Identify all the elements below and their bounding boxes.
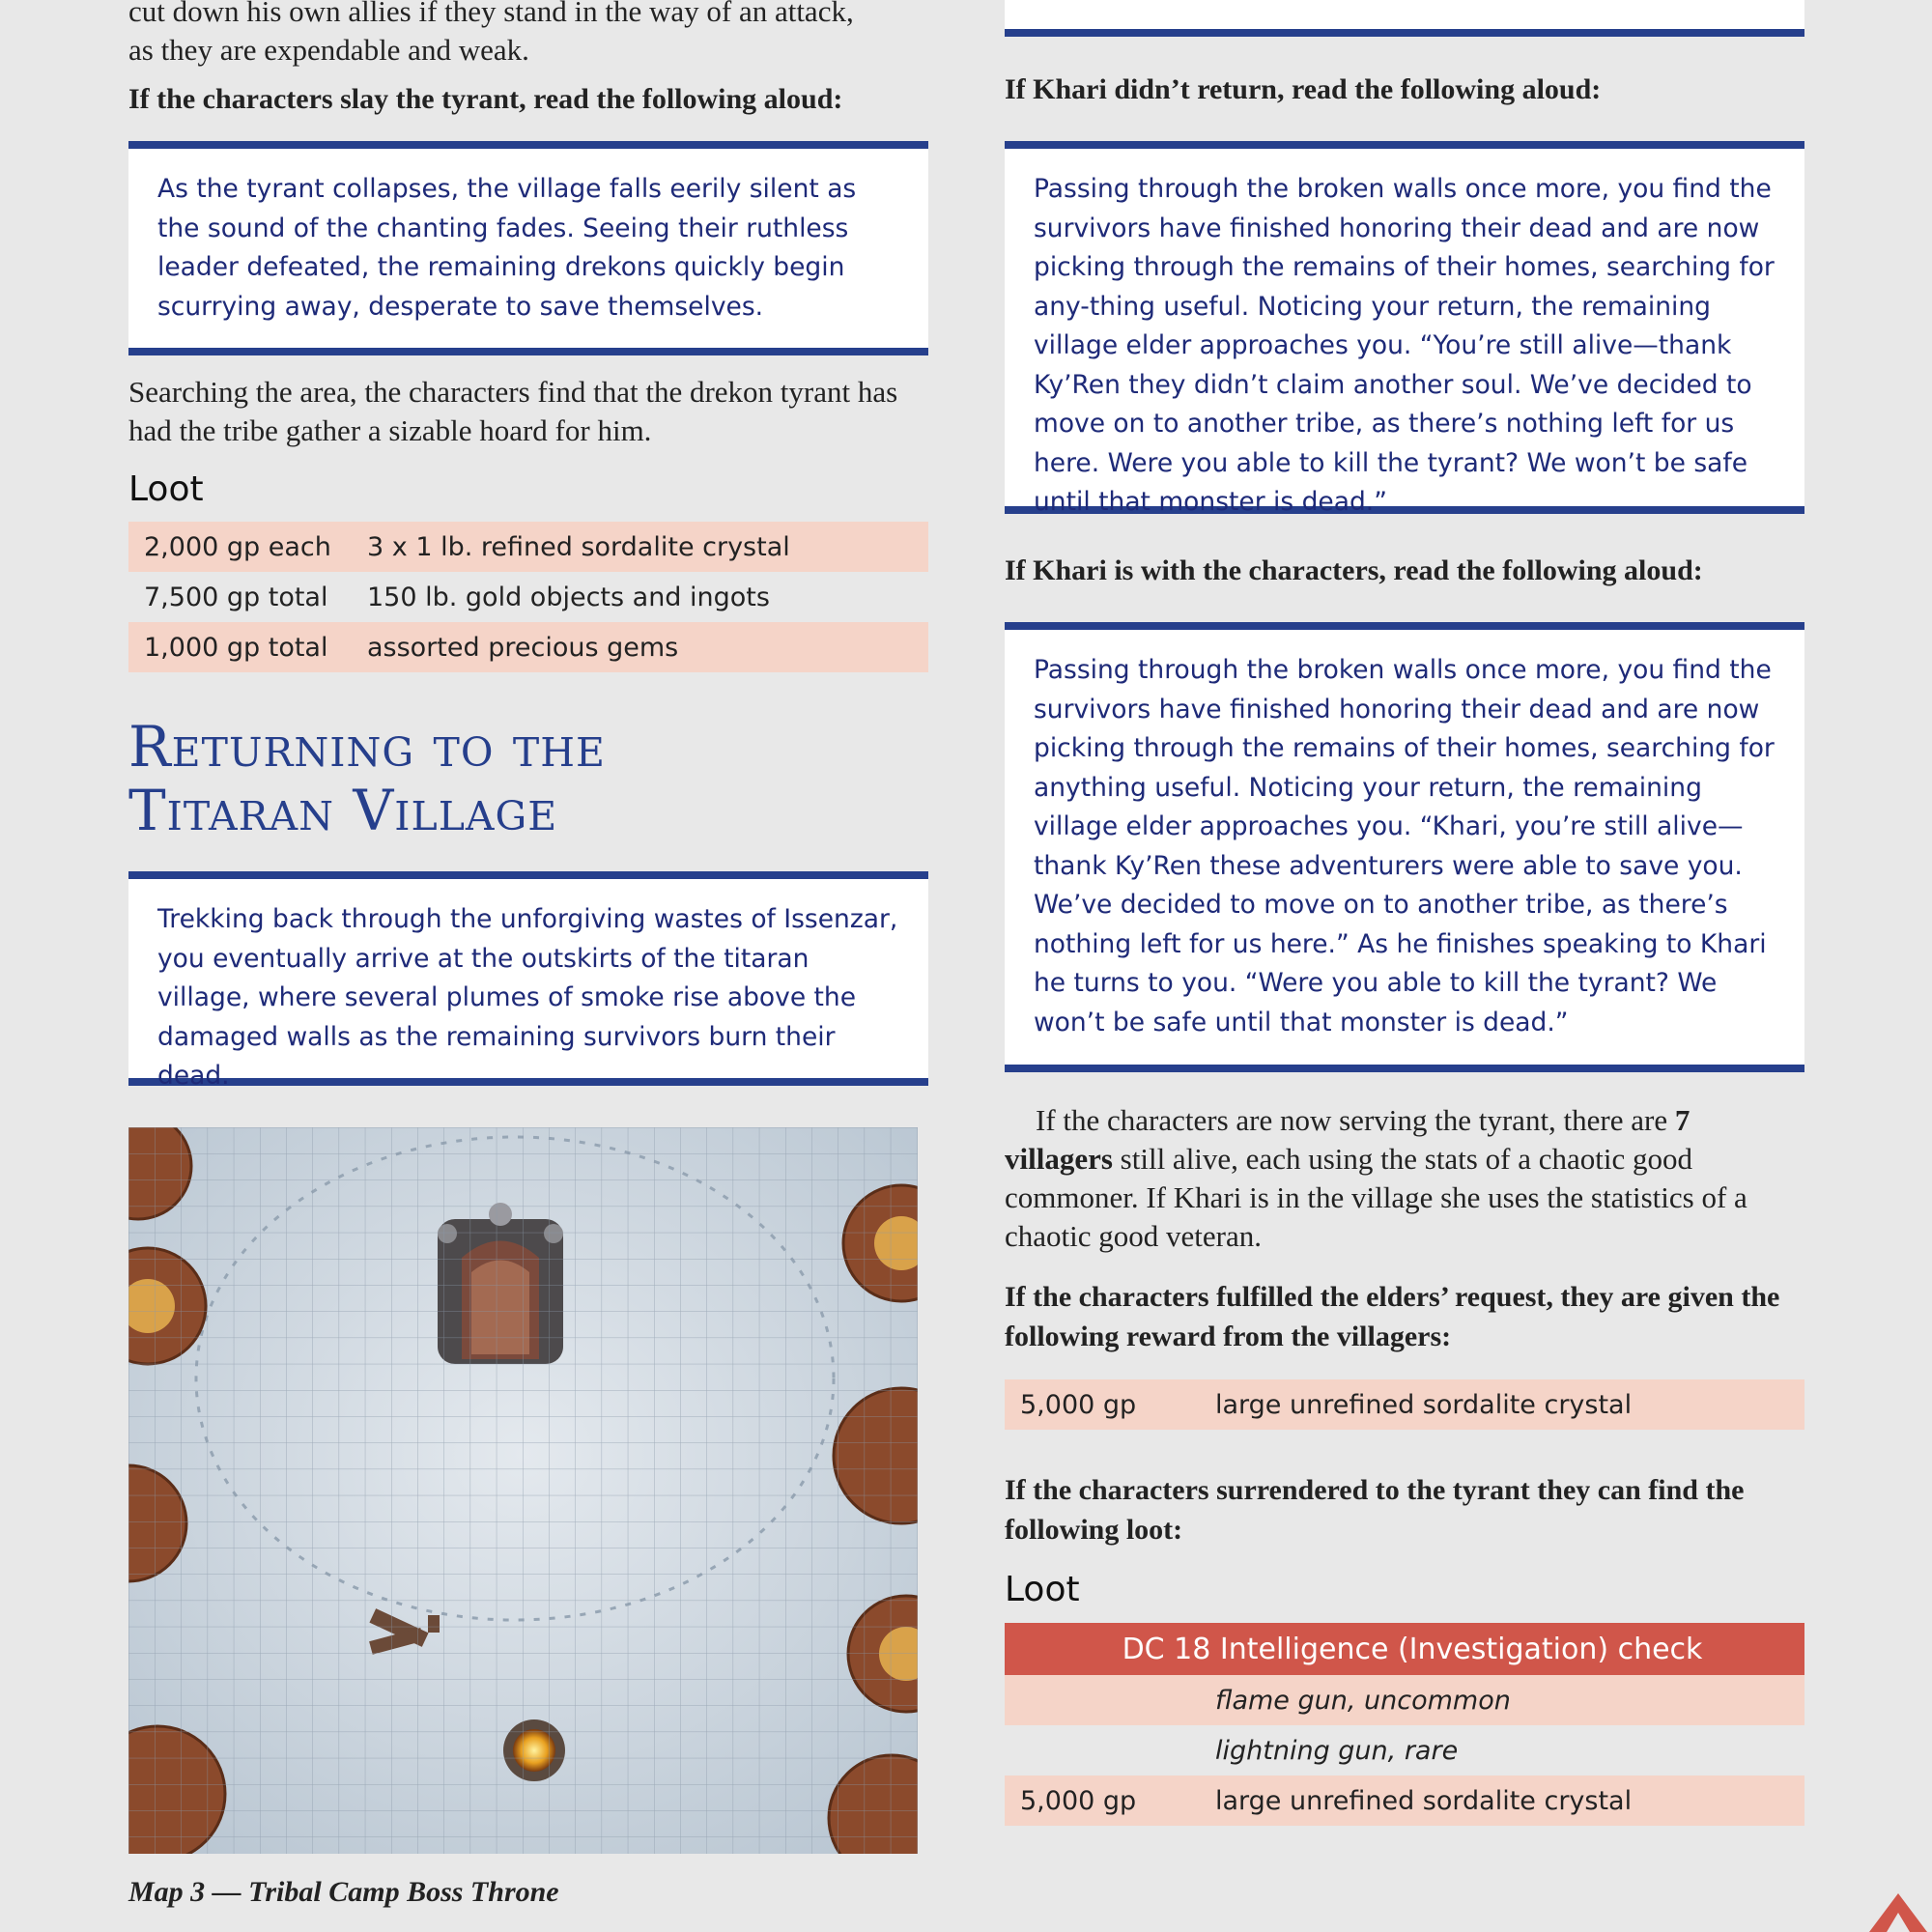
no-khari-lead: If Khari didn’t return, read the following aloud: — [1005, 73, 1602, 105]
slay-readaloud-box — [128, 141, 928, 355]
check-header-row — [1005, 1623, 1804, 1675]
with-khari-box-text: Passing through the broken walls once more, you find the survivors have finished honoring their dead and are now picking through the remains of their homes, searching for anything useful. Noticing your return, the remaining village elder approaches you. “Khari, you’re still alive—thank Ky’Ren these adventurers were able to save you. We’ve decided to move on to another tribe, as there’s nothing left for us here.” As he finishes speaking to Khari he turns to you. “Were you able to kill the tyrant? We won’t be safe until that monster is dead.” — [1034, 655, 1775, 1037]
loot-item: assorted precious gems — [352, 622, 928, 672]
return-readaloud-box — [128, 871, 928, 1091]
intro-line-1: cut down his own allies if they stand in the way of an attack, — [128, 0, 854, 28]
no-khari-readaloud-box — [1005, 141, 1804, 517]
with-khari-lead: If Khari is with the characters, read the following aloud: — [1005, 554, 1703, 586]
corner-ornament-icon — [1860, 1889, 1932, 1932]
reward-item: large unrefined sordalite crystal — [1200, 1379, 1804, 1430]
reward-value: 5,000 gp — [1005, 1379, 1200, 1430]
check-value: 5,000 gp — [1005, 1776, 1200, 1826]
section-heading — [128, 715, 606, 842]
loot-item: 3 x 1 lb. refined sordalite crystal — [352, 522, 928, 572]
loot-table — [128, 522, 928, 672]
loot-item: 150 lb. gold objects and ingots — [367, 582, 770, 612]
reward-lead: If the characters fulfilled the elders’ request, they are given the following reward from the villagers: — [1005, 1281, 1780, 1352]
loot-title: Loot — [128, 469, 204, 509]
map-caption: Map 3 — Tribal Camp Boss Throne — [128, 1876, 559, 1908]
check-loot-table — [1005, 1623, 1804, 1826]
slay-box-text: As the tyrant collapses, the village falls eerily silent as the sound of the chanting fades. Seeing their ruthless leader defeated, the remaining drekons quickly begin scurrying away, desperate to save themselves. — [157, 174, 857, 322]
no-khari-box-text: Passing through the broken walls once more, you find the survivors have finished honoring their dead and are now picking through the remains of their homes, searching for any-thing useful. Noticing your return, the remaining village elder approaches you. “You’re still alive—thank Ky’Ren they didn’t claim another soul. We’ve decided to move on to another tribe, as there’s nothing left for us here. Were you able to kill the tyrant? We won’t be safe until that monster is dead.” — [1034, 174, 1775, 517]
serving-text-pre: If the characters are now serving the tyrant, there are — [1036, 1103, 1675, 1137]
check-label: DC 18 Intelligence (Investigation) check — [1005, 1623, 1804, 1675]
table-row — [128, 622, 928, 672]
slay-lead: If the characters slay the tyrant, read the following aloud: — [128, 83, 843, 115]
check-value — [1005, 1725, 1200, 1776]
table-row — [128, 572, 928, 622]
loot-value: 7,500 gp total — [144, 582, 328, 612]
reward-table — [1005, 1379, 1804, 1430]
with-khari-readaloud-box — [1005, 622, 1804, 1072]
serving-text-post: still alive, each using the stats of a chaotic good commoner. If Khari is in the village she uses the statistics of a chaotic good veteran. — [1005, 1142, 1747, 1253]
check-item: lightning gun, rare — [1215, 1735, 1459, 1766]
check-item: large unrefined sordalite crystal — [1200, 1776, 1804, 1826]
battle-map — [128, 1127, 918, 1854]
return-box-text: Trekking back through the unforgiving wastes of Issenzar, you eventually arrive at the outskirts of the titaran village, where several plumes of smoke rise above the damaged walls as the remaining survivors burn their dead. — [157, 904, 898, 1091]
check-value — [1005, 1675, 1200, 1725]
loot-title-2: Loot — [1005, 1570, 1080, 1609]
heading-line-2: Titaran Village — [128, 778, 558, 843]
check-item: flame gun, uncommon — [1200, 1675, 1804, 1725]
top-box-remnant — [1005, 0, 1804, 37]
villager-count: 7 villagers — [1005, 1103, 1690, 1176]
map-illustration — [128, 1127, 918, 1854]
surrender-lead: If the characters surrendered to the tyrant they can find the following loot: — [1005, 1474, 1745, 1546]
loot-value: 1,000 gp total — [128, 622, 352, 672]
serving-text — [1005, 1101, 1804, 1256]
intro-line-2: as they are expendable and weak. — [128, 33, 529, 67]
table-row — [128, 522, 928, 572]
loot-value: 2,000 gp each — [128, 522, 352, 572]
table-row — [1005, 1675, 1804, 1725]
table-row — [1005, 1725, 1804, 1776]
table-row — [1005, 1776, 1804, 1826]
search-text: Searching the area, the characters find that the drekon tyrant has had the tribe gather a sizable hoard for him. — [128, 375, 898, 447]
table-row — [1005, 1379, 1804, 1430]
heading-line-1: Returning to the — [128, 714, 606, 780]
